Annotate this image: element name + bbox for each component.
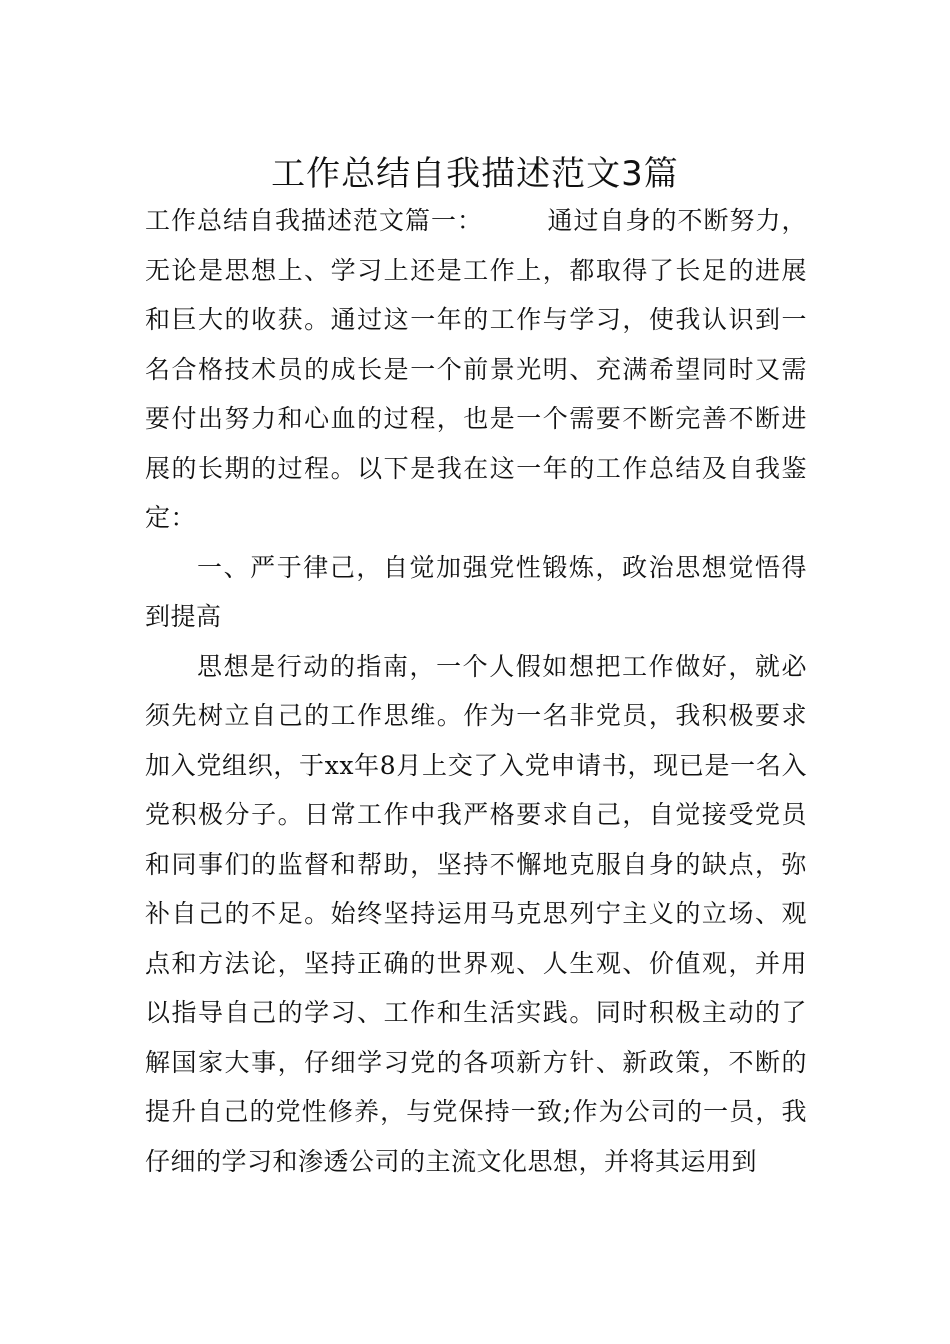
intro-label: 工作总结自我描述范文篇一：	[145, 206, 483, 235]
section-1-paragraph: 思想是行动的指南，一个人假如想把工作做好，就必须先树立自己的工作思维。作为一名非党员，我积极要求加入党组织，于xx年8月上交了入党申请书，现已是一名入党积极分子。日常工作中我严格要求自己，自觉接受党员和同事们的监督和帮助，坚持不懈地克服自身的缺点，弥补自己的不足。始终坚持运用马克思列宁主义的立场、观点和方法论，坚持正确的世界观、人生观、价值观，并用以指导自己的学习、工作和生活实践。同时积极主动的了解国家大事，仔细学习党的各项新方针、新政策，不断的提升自己的党性修养，与党保持一致;作为公司的一员，我仔细的学习和渗透公司的主流文化思想，并将其运用到	[145, 651, 807, 1176]
intro-text: 通过自身的不断努力，无论是思想上、学习上还是工作上，都取得了长足的进展和巨大的收获。通过这一年的工作与学习，使我认识到一名合格技术员的成长是一个前景光明、充满希望同时又需要付出努力和心血的过程，也是一个需要不断完善不断进展的长期的过程。以下是我在这一年的工作总结及自我鉴定：	[145, 206, 807, 532]
intro-paragraph	[145, 196, 807, 543]
section-1-heading: 一、严于律己，自觉加强党性锻炼，政治思想觉悟得到提高	[145, 552, 807, 631]
document-title: 工作总结自我描述范文3篇	[271, 153, 679, 194]
document-body	[145, 196, 807, 1186]
